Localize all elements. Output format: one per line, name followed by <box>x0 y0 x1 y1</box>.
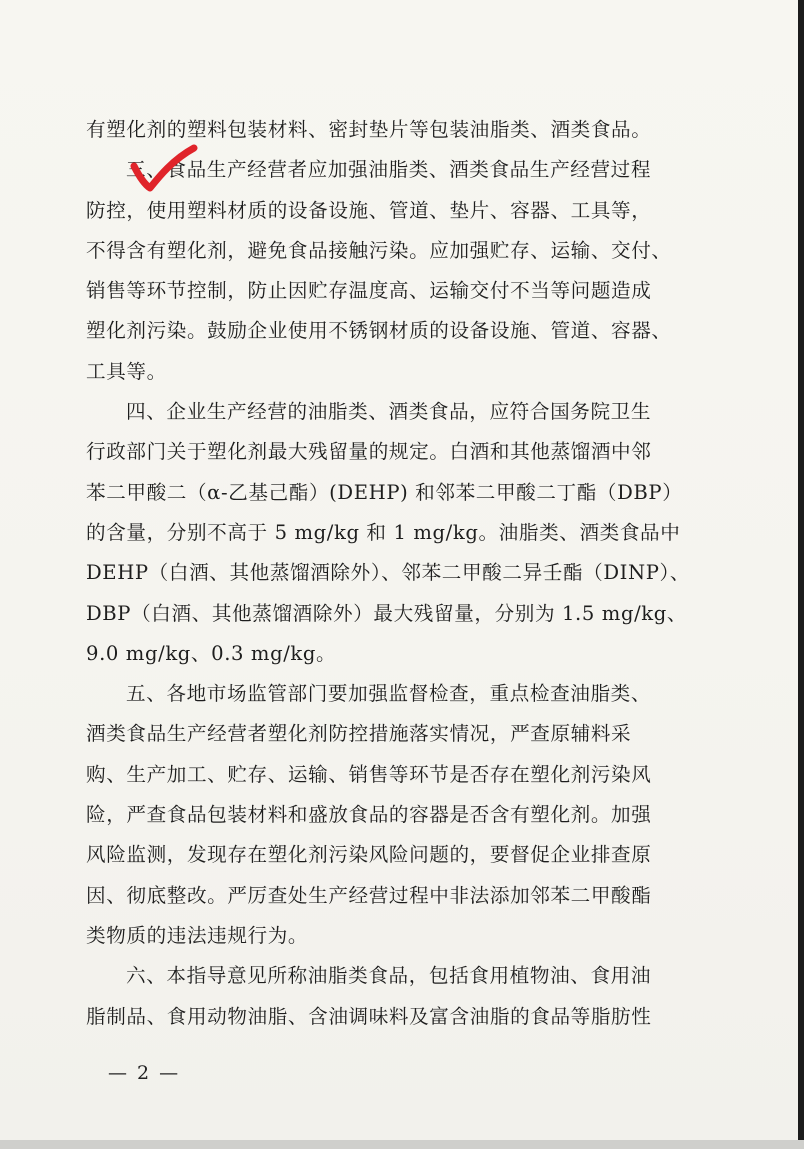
text-line: DBP（白酒、其他蒸馏酒除外）最大残留量，分别为 1.5 mg/kg、 <box>86 601 688 625</box>
text-line: 险，严查食品包装材料和盛放食品的容器是否含有塑化剂。加强 <box>86 803 652 827</box>
text-line: 行政部门关于塑化剂最大残留量的规定。白酒和其他蒸馏酒中邻 <box>86 440 652 464</box>
page-number: — 2 — <box>108 1062 181 1084</box>
text-line: 的含量，分别不高于 5 mg/kg 和 1 mg/kg。油脂类、酒类食品中 <box>86 520 681 544</box>
text-line: 苯二甲酸二（α-乙基己酯）(DEHP) 和邻苯二甲酸二丁酯（DBP） <box>86 480 683 504</box>
text-line: 类物质的违法违规行为。 <box>86 923 309 947</box>
text-line: 9.0 mg/kg、0.3 mg/kg。 <box>86 641 337 665</box>
text-line: 风险监测，发现存在塑化剂污染风险问题的，要督促企业排查原 <box>86 843 652 867</box>
text-line: DEHP（白酒、其他蒸馏酒除外）、邻苯二甲酸二异壬酯（DINP）、 <box>86 561 691 585</box>
text-line: 购、生产加工、贮存、运输、销售等环节是否存在塑化剂污染风 <box>86 762 652 786</box>
section-3-heading-line: 三、食品生产经营者应加强油脂类、酒类食品生产经营过程 <box>126 158 652 182</box>
text-line: 因、彻底整改。严厉查处生产经营过程中非法添加邻苯二甲酸酯 <box>86 883 652 907</box>
text-line: 不得含有塑化剂，避免食品接触污染。应加强贮存、运输、交付、 <box>86 238 672 262</box>
text-line: 销售等环节控制，防止因贮存温度高、运输交付不当等问题造成 <box>86 279 652 303</box>
text-line: 脂制品、食用动物油脂、含油调味料及富含油脂的食品等脂肪性 <box>86 1004 652 1028</box>
text-line: 酒类食品生产经营者塑化剂防控措施落实情况，严查原辅料采 <box>86 722 632 746</box>
text-line: 防控，使用塑料材质的设备设施、管道、垫片、容器、工具等， <box>86 198 652 222</box>
text-line: 有塑化剂的塑料包装材料、密封垫片等包装油脂类、酒类食品。 <box>86 118 652 141</box>
text-line: 塑化剂污染。鼓励企业使用不锈钢材质的设备设施、管道、容器、 <box>86 319 672 343</box>
section-5-heading-line: 五、各地市场监管部门要加强监督检查，重点检查油脂类、 <box>126 682 652 706</box>
page-edge-shadow <box>798 0 804 1140</box>
page-bottom-margin <box>0 1140 804 1149</box>
section-6-heading-line: 六、本指导意见所称油脂类食品，包括食用植物油、食用油 <box>126 964 652 988</box>
section-4-heading-line: 四、企业生产经营的油脂类、酒类食品，应符合国务院卫生 <box>126 400 652 424</box>
text-line: 工具等。 <box>86 359 167 383</box>
document-body <box>86 110 726 1037</box>
